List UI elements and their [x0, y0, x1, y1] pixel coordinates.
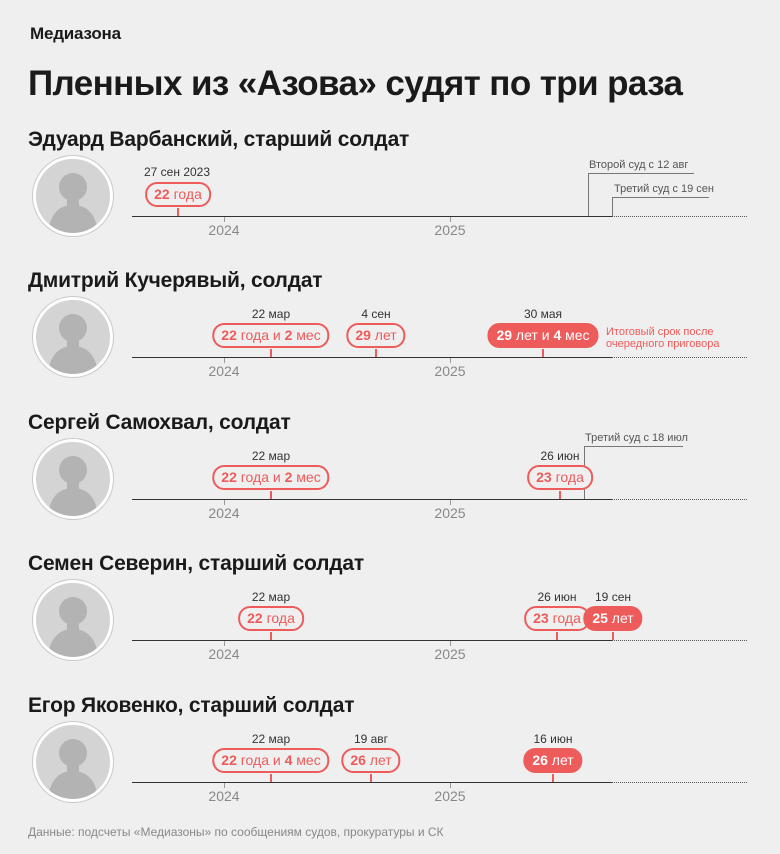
verdict-date: 22 мар [251, 590, 291, 604]
sentence-stem [270, 349, 272, 357]
timeline-axis [132, 782, 612, 783]
final-sentence-note: Итоговый срок после [606, 326, 714, 338]
sentence-stem [177, 208, 179, 216]
year-label: 2025 [434, 788, 466, 804]
year-label: 2025 [434, 222, 466, 238]
avatar-placeholder-icon [33, 580, 113, 660]
year-label: 2024 [208, 646, 240, 662]
verdict-date: 4 сен [361, 307, 391, 321]
timeline-axis [132, 216, 612, 217]
timeline-axis [132, 357, 612, 358]
verdict-date: 19 авг [353, 732, 389, 746]
sentence-stem [559, 491, 561, 499]
trial-marker-bar [584, 446, 683, 447]
year-label: 2025 [434, 646, 466, 662]
year-label: 2025 [434, 505, 466, 521]
verdict-date: 30 мая [523, 307, 563, 321]
trial-label: Второй суд с 12 авг [589, 159, 689, 171]
source-note: Данные: подсчеты «Медиазоны» по сообщениям судов, прокуратуры и СК [28, 825, 444, 839]
avatar-placeholder-icon [33, 156, 113, 236]
timeline-axis-continuation [612, 216, 747, 217]
timeline-axis-continuation [612, 499, 747, 500]
verdict-date: 19 сен [595, 590, 631, 604]
verdict-date: 27 сен 2023 [144, 165, 211, 179]
verdict-date: 16 июн [533, 732, 573, 746]
person-timeline [0, 411, 780, 547]
sentence-stem [270, 632, 272, 640]
timeline-axis-continuation [612, 640, 747, 641]
verdict-date: 22 мар [251, 732, 291, 746]
person-timeline [0, 128, 780, 264]
sentence-stem [370, 774, 372, 782]
trial-marker-bar [588, 173, 694, 174]
trial-label: Третий суд с 19 сен [614, 183, 715, 195]
timeline-axis-continuation [612, 357, 747, 358]
year-label: 2024 [208, 505, 240, 521]
sentence-badge: 23 года [524, 606, 590, 631]
sentence-stem [612, 632, 614, 640]
trial-label: Третий суд с 18 июл [585, 432, 688, 444]
sentence-stem [270, 491, 272, 499]
sentence-stem [556, 632, 558, 640]
year-label: 2025 [434, 363, 466, 379]
sentence-badge: 22 года [145, 182, 211, 207]
trial-marker-bar [612, 197, 709, 198]
sentence-badge: 23 года [527, 465, 593, 490]
verdict-date: 22 мар [251, 307, 291, 321]
timeline-axis-continuation [612, 782, 747, 783]
year-label: 2024 [208, 222, 240, 238]
sentence-badge: 26 лет [523, 748, 582, 773]
page-title: Пленных из «Азова» судят по три раза [28, 64, 683, 103]
person-name: Сергей Самохвал, солдат [28, 411, 291, 434]
verdict-date: 26 июн [540, 449, 580, 463]
trial-marker-line [588, 173, 589, 216]
person-name: Семен Северин, старший солдат [28, 552, 364, 575]
avatar-placeholder-icon [33, 439, 113, 519]
sentence-badge: 25 лет [583, 606, 642, 631]
verdict-date: 26 июн [537, 590, 577, 604]
person-timeline [0, 269, 780, 405]
verdict-date: 22 мар [251, 449, 291, 463]
person-name: Эдуард Варбанский, старший солдат [28, 128, 410, 151]
sentence-badge: 29 лет [346, 323, 405, 348]
year-label: 2024 [208, 363, 240, 379]
sentence-stem [542, 349, 544, 357]
sentence-stem [270, 774, 272, 782]
timeline-axis [132, 640, 612, 641]
final-sentence-note: очередного приговора [606, 338, 720, 350]
person-timeline [0, 552, 780, 688]
avatar-placeholder-icon [33, 297, 113, 377]
brand-logo: Медиазона [30, 24, 121, 43]
sentence-stem [552, 774, 554, 782]
sentence-stem [375, 349, 377, 357]
person-timeline [0, 694, 780, 830]
sentence-badge: 22 года [238, 606, 304, 631]
sentence-badge: 22 года и 2 мес [212, 465, 329, 490]
avatar-placeholder-icon [33, 722, 113, 802]
sentence-badge: 22 года и 2 мес [212, 323, 329, 348]
sentence-badge: 22 года и 4 мес [212, 748, 329, 773]
sentence-badge: 29 лет и 4 мес [487, 323, 598, 348]
person-name: Дмитрий Кучерявый, солдат [28, 269, 323, 292]
person-name: Егор Яковенко, старший солдат [28, 694, 355, 717]
year-label: 2024 [208, 788, 240, 804]
trial-marker-line [612, 197, 613, 216]
sentence-badge: 26 лет [341, 748, 400, 773]
timeline-axis [132, 499, 612, 500]
